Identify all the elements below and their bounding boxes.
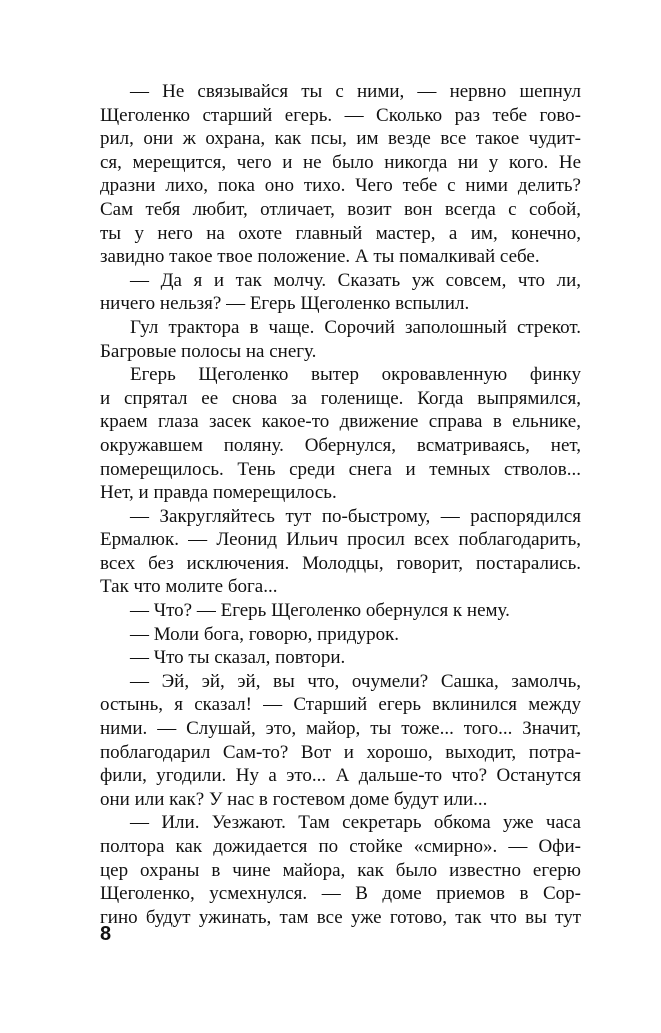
text-line: — Что ты сказал, повтори.	[130, 647, 346, 669]
text-line: Егерь Щеголенко вытер окровавленную финку	[130, 364, 581, 386]
text-line: Так что молите бога...	[100, 576, 278, 598]
text-line: Ермалюк. — Леонид Ильич просил всех поблагодарить,	[100, 529, 581, 551]
text-line: краем глаза засек какое-то движение справа в ельнике,	[100, 411, 581, 433]
text-line: Сам тебя любит, отличает, возит вон всегда с собой,	[100, 198, 581, 220]
text-line: цер охраны в чине майора, как было известно егерю	[100, 859, 581, 881]
text-line: Багровые полосы на снегу.	[100, 340, 317, 362]
text-line: Гул трактора в чаще. Сорочий заполошный стрекот.	[130, 316, 581, 338]
text-line: — Закругляйтесь тут по-быстрому, — распорядился	[130, 505, 581, 527]
text-line: фили, угодили. Ну а это... А дальше-то что? Останутся	[100, 765, 581, 787]
text-line: ничего нельзя? — Егерь Щеголенко вспылил.	[100, 293, 470, 315]
text-line: Нет, и правда померещилось.	[100, 482, 337, 504]
book-page-text	[100, 80, 581, 929]
text-line: Щеголенко старший егерь. — Сколько раз тебе гово-	[100, 104, 581, 126]
text-line: завидно такое твое положение. А ты помалкивай себе.	[100, 246, 540, 268]
text-line: — Да я и так молчу. Сказать уж совсем, что ли,	[130, 269, 581, 291]
text-line: — Моли бога, говорю, придурок.	[130, 623, 400, 645]
text-line: окружавшем поляну. Обернулся, всматриваясь, нет,	[100, 434, 581, 456]
text-line: ты у него на охоте главный мастер, а им, конечно,	[100, 222, 581, 244]
page-number: 8	[100, 923, 112, 945]
text-line: всех без исключения. Молодцы, говорит, постарались.	[100, 552, 581, 574]
text-line: померещилось. Тень среди снега и темных стволов...	[100, 458, 581, 480]
text-line: они или как? У нас в гостевом доме будут или...	[100, 788, 488, 810]
text-line: Щеголенко, усмехнулся. — В доме приемов в Сор-	[100, 883, 581, 905]
text-line: гино будут ужинать, там все уже готово, так что вы тут	[100, 906, 581, 928]
text-line: — Или. Уезжают. Там секретарь обкома уже часа	[130, 812, 581, 834]
text-line: ся, мерещится, чего и не было никогда ни у кого. Не	[100, 151, 581, 173]
text-line: — Что? — Егерь Щеголенко обернулся к нему.	[130, 600, 510, 622]
text-line: дразни лихо, пока оно тихо. Чего тебе с ними делить?	[100, 175, 581, 197]
text-line: рил, они ж охрана, как псы, им везде все такое чудит-	[100, 128, 581, 150]
text-line: — Не связывайся ты с ними, — нервно шепнул	[130, 81, 581, 102]
text-line: — Эй, эй, эй, вы что, очумели? Сашка, замолчь,	[130, 670, 581, 692]
text-line: поблагодарил Сам-то? Вот и хорошо, выходит, потра-	[100, 741, 581, 763]
text-line: и спрятал ее снова за голенище. Когда выпрямился,	[100, 387, 581, 409]
text-line: ними. — Слушай, это, майор, ты тоже... того... Значит,	[100, 718, 581, 740]
text-line: полтора как дожидается по стойке «смирно». — Офи-	[100, 836, 581, 857]
text-line: остынь, я сказал! — Старший егерь вклинился между	[100, 694, 581, 716]
